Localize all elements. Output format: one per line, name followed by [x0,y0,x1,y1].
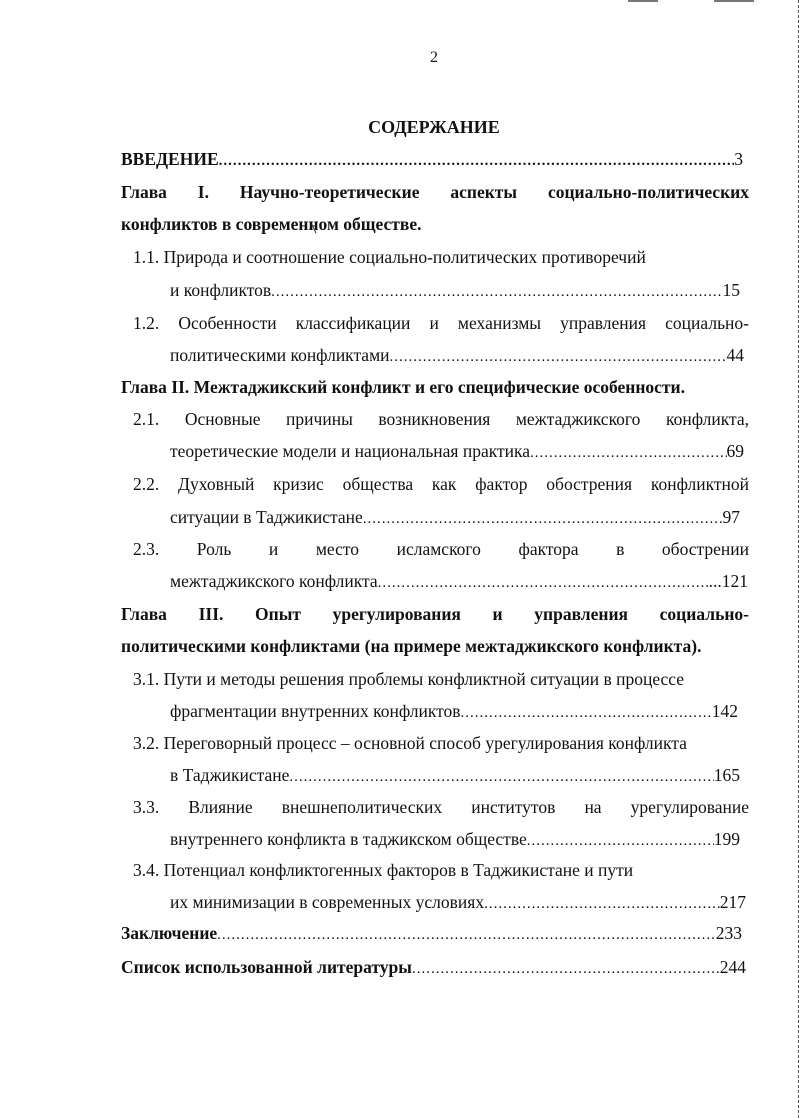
toc-label: Список использованной литературы [121,957,412,977]
leader-dots [412,957,720,981]
toc-entry-3-2[interactable]: 3.2. Переговорный процесс – основной способ урегулирования конфликта [133,733,687,753]
toc-entry-2-1[interactable]: 2.1. Основные причины возникновения межтаджикского конфликта, [133,409,749,429]
chapter-3-heading[interactable]: Глава III. Опыт урегулирования и управления социально- [121,604,749,624]
toc-page: 165 [713,765,740,785]
leader-dots [527,829,714,853]
toc-label: ситуации в Таджикистане [170,507,363,527]
toc-page: 244 [719,957,746,977]
page-number: 2 [430,49,438,66]
leader-dots [484,892,720,916]
toc-label: политическими конфликтами [170,345,390,365]
scan-mark [628,0,658,2]
toc-page: 233 [715,923,742,943]
toc-entry-3-2-cont[interactable] [170,763,740,789]
leader-dots [530,441,726,465]
toc-entry-intro[interactable] [121,147,743,173]
toc-entry-1-2-cont[interactable] [170,343,744,369]
toc-entry-1-1-cont[interactable] [170,278,740,304]
toc-entry-conclusion[interactable] [121,921,742,947]
toc-entry-3-1[interactable]: 3.1. Пути и методы решения проблемы конфликтной ситуации в процессе [133,669,685,689]
leader-dots [271,280,722,304]
toc-page: 44 [726,345,744,365]
leader-dots [217,923,716,947]
scan-mark [714,0,754,2]
toc-page: 15 [722,280,740,300]
toc-page: 217 [719,892,746,912]
toc-entry-3-1-cont[interactable] [170,699,738,725]
chapter-1-heading-cont: конфликтов в современном обществе. [121,214,422,234]
toc-entry-bibliography[interactable] [121,955,746,981]
toc-entry-2-1-cont[interactable] [170,439,744,465]
chapter-2-heading[interactable]: Глава II. Межтаджикский конфликт и его специфические особенности. [121,377,686,397]
toc-entry-2-2-cont[interactable] [170,505,740,531]
toc-page: 199 [713,829,740,849]
toc-page: 142 [711,701,738,721]
leader-dots [289,765,713,789]
toc-entry-1-2[interactable]: 1.2. Особенности классификации и механизмы управления социально- [133,313,749,333]
chapter-3-heading-cont: политическими конфликтами (на примере межтаджикского конфликта). [121,636,702,656]
toc-label: теоретические модели и национальная практика [170,441,531,461]
leader-dots [461,701,712,725]
toc-page: 97 [722,507,740,527]
toc-label: ВВЕДЕНИЕ [121,149,219,169]
toc-label: и конфликтов [170,280,272,300]
chapter-1-heading[interactable]: Глава I. Научно-теоретические аспекты социально-политических [121,182,749,202]
toc-entry-3-4[interactable]: 3.4. Потенциал конфликтогенных факторов в Таджикистане и пути [133,860,634,880]
toc-entry-3-3-cont[interactable] [170,827,740,853]
toc-label: в Таджикистане [170,765,290,785]
leader-dots [378,571,709,595]
page-title: СОДЕРЖАНИЕ [368,117,500,137]
toc-entry-2-3-cont[interactable] [170,569,748,595]
toc-label: межтаджикского конфликта [170,571,378,591]
toc-page: 3 [734,149,743,169]
toc-label: Заключение [121,923,218,943]
toc-entry-1-1[interactable]: 1.1. Природа и соотношение социально-политических противоречий [133,247,646,267]
toc-label: их минимизации в современных условиях [170,892,485,912]
toc-label: фрагментации внутренних конфликтов [170,701,461,721]
leader-dots [363,507,723,531]
toc-entry-2-2[interactable]: 2.2. Духовный кризис общества как фактор обострения конфликтной [133,474,749,494]
toc-entry-3-4-cont[interactable] [170,890,746,916]
leader-dots [390,345,727,369]
toc-page: ...121 [708,571,748,591]
leader-dots [219,149,735,173]
toc-label: внутреннего конфликта в таджикском обществе [170,829,527,849]
toc-entry-3-3[interactable]: 3.3. Влияние внешнеполитических институтов на урегулирование [133,797,749,817]
toc-page: 69 [726,441,744,461]
toc-entry-2-3[interactable]: 2.3. Роль и место исламского фактора в обострении [133,539,749,559]
